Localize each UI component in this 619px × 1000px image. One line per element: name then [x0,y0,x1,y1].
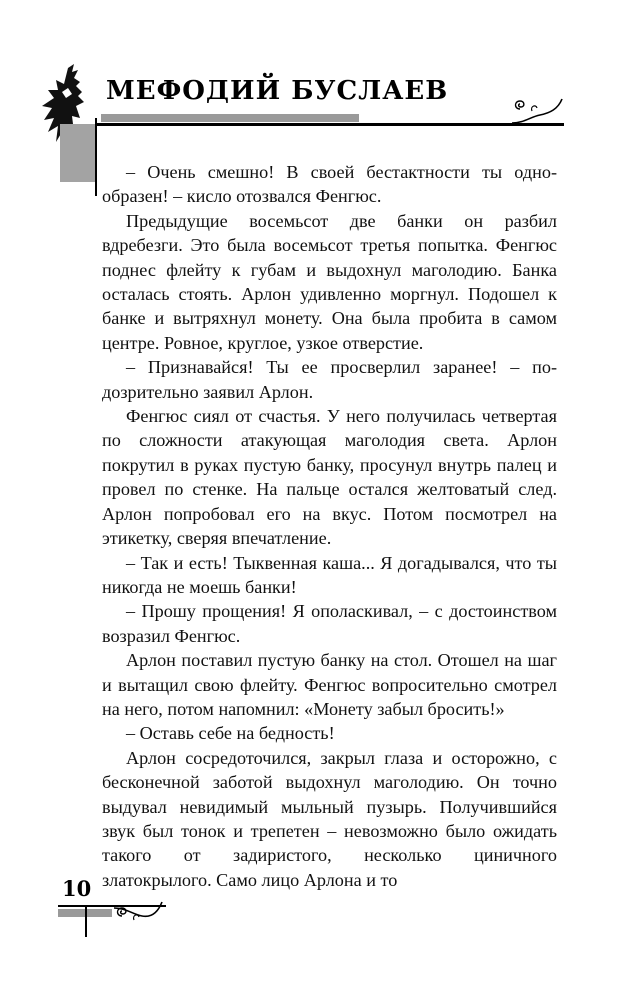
paragraph: – Оставь себе на бедность! [126,723,335,744]
header-gray-bar [101,114,359,122]
paragraph: – Признавайся! Ты ее просверлил заранее! – подозрительно заявил Арлон. [102,357,557,402]
paragraph: – Прошу прощения! Я ополаскивал, – с достоинством возразил Фенгюс. [102,601,557,646]
paragraph: Арлон поставил пустую банку на стол. Отошел на шаг и вытащил свою флейту. Фенгюс вопросительно смотрел на него, потом напомнил: «Монету забыл бросить!» [102,650,557,719]
paragraph: – Очень смешно! В своей бестактности ты однообразен! – кисло отозвался Фенгюс. [102,162,557,207]
footer-swirl-ornament-icon [112,898,164,924]
side-gray-block [60,124,96,182]
header-rule [96,123,564,126]
header-swirl-ornament-icon [510,95,564,125]
side-vertical-rule [95,118,97,196]
page-number: 10 [62,876,92,901]
text-body [102,160,557,892]
paragraph: Фенгюс сиял от счастья. У него получилась четвертая по сложности атакующая маголодия света. Арлон покрутил в руках пустую банку, просунул внутрь палец и провел по стенке. На пальце остался желтоватый след. Арлон попробовал его на вкус. Потом посмотрел на этикетку, сверяя впечатление. [102,406,557,549]
paragraph: – Так и есть! Тыквенная каша... Я догадывался, что ты никогда не моешь банки! [102,552,557,597]
footer-vertical-rule [85,905,87,937]
paragraph: Арлон сосредоточился, закрыл глаза и осторожно, с бесконечной заботой выдохнул маголодию. Он точно выдувал невидимый мыльный пузырь. Получившийся звук был тонок и трепетен – невозможно было ожидать такого от задиристого, несколько циничного златокрылого. Само лицо Арлона и то [102,747,557,890]
running-title: МЕФОДИЙ БУСЛАЕВ [106,76,449,106]
paragraph: Предыдущие восемьсот две банки он разбил вдребезги. Это была восемьсот третья попытка. Фенгюс поднес флейту к губам и выдохнул маголодию. Банка осталась стоять. Арлон удивленно моргнул. Подошел к банке и вытряхнул монету. Она была пробита в самом центре. Ровное, круглое, узкое отверстие. [102,210,557,353]
